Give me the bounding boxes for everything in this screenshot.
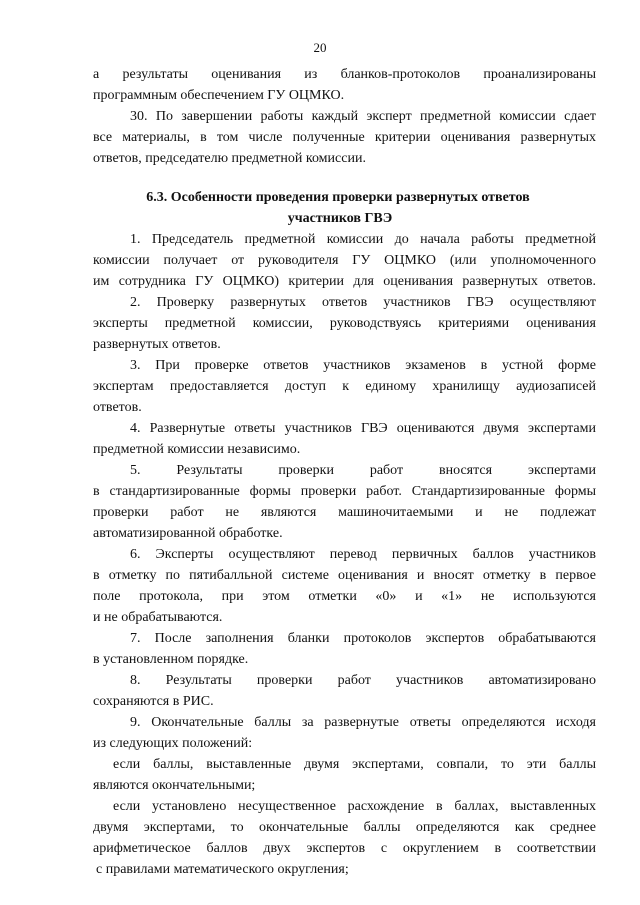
paragraph-line: 4. Развернутые ответы участников ГВЭ оцениваются двумя экспертами: [130, 421, 596, 436]
paragraph-line: комиссии получает от руководителя ГУ ОЦМКО (или уполномоченного: [93, 253, 596, 268]
section-heading: участников ГВЭ: [287, 211, 393, 226]
paragraph-line: предметной комиссии независимо.: [93, 442, 301, 457]
section-heading: 6.3. Особенности проведения проверки развернутых ответов: [146, 190, 530, 205]
paragraph-line: им сотрудника ГУ ОЦМКО) критерии для оценивания развернутых ответов.: [93, 274, 596, 289]
paragraph-line: являются окончательными;: [93, 778, 256, 793]
paragraph-line: 6. Эксперты осуществляют перевод первичных баллов участников: [130, 547, 596, 562]
paragraph-line: 9. Окончательные баллы за развернутые ответы определяются исходя: [130, 715, 596, 730]
paragraph-line: а результаты оценивания из бланков-протоколов проанализированы: [93, 67, 596, 82]
paragraph-line: ответов.: [93, 400, 142, 415]
paragraph-line: все материалы, в том числе полученные критерии оценивания развернутых: [93, 130, 596, 145]
paragraph-line: сохраняются в РИС.: [93, 694, 214, 709]
paragraph-line: ответов, председателю предметной комиссии.: [93, 151, 366, 166]
paragraph-line: из следующих положений:: [93, 736, 253, 751]
paragraph-line: и не обрабатываются.: [93, 610, 223, 625]
paragraph-line: проверки работ не являются машиночитаемыми и не подлежат: [93, 505, 596, 520]
paragraph-line: 8. Результаты проверки работ участников автоматизировано: [130, 673, 596, 688]
paragraph-line: в отметку по пятибалльной системе оценивания и вносят отметку в первое: [93, 568, 596, 583]
paragraph-line: 30. По завершении работы каждый эксперт предметной комиссии сдает: [130, 109, 596, 124]
paragraph-line: двумя экспертами, то окончательные баллы определяются как среднее: [93, 820, 596, 835]
paragraph-line: с правилами математического округления;: [96, 862, 349, 877]
paragraph-line: в установленном порядке.: [93, 652, 249, 667]
page-number: 20: [313, 40, 327, 55]
paragraph-line: программным обеспечением ГУ ОЦМКО.: [93, 88, 345, 103]
paragraph-line: если баллы, выставленные двумя экспертами, совпали, то эти баллы: [113, 757, 596, 772]
paragraph-line: автоматизированной обработке.: [93, 526, 283, 541]
paragraph-line: в стандартизированные формы проверки работ. Стандартизированные формы: [93, 484, 596, 499]
paragraph-line: эксперты предметной комиссии, руководствуясь критериями оценивания: [93, 316, 596, 331]
paragraph-line: если установлено несущественное расхождение в баллах, выставленных: [113, 799, 596, 814]
paragraph-line: 5. Результаты проверки работ вносятся экспертами: [130, 463, 596, 478]
paragraph-line: развернутых ответов.: [93, 337, 221, 352]
paragraph-line: 7. После заполнения бланки протоколов экспертов обрабатываются: [130, 631, 596, 646]
paragraph-line: 3. При проверке ответов участников экзаменов в устной форме: [130, 358, 596, 373]
paragraph-line: экспертам предоставляется доступ к единому хранилищу аудиозаписей: [93, 379, 596, 394]
paragraph-line: 2. Проверку развернутых ответов участников ГВЭ осуществляют: [130, 295, 596, 310]
paragraph-line: 1. Председатель предметной комиссии до начала работы предметной: [130, 232, 596, 247]
paragraph-line: арифметическое баллов двух экспертов с округлением в соответствии: [93, 841, 596, 856]
paragraph-line: поле протокола, при этом отметки «0» и «1» не используются: [93, 589, 596, 604]
